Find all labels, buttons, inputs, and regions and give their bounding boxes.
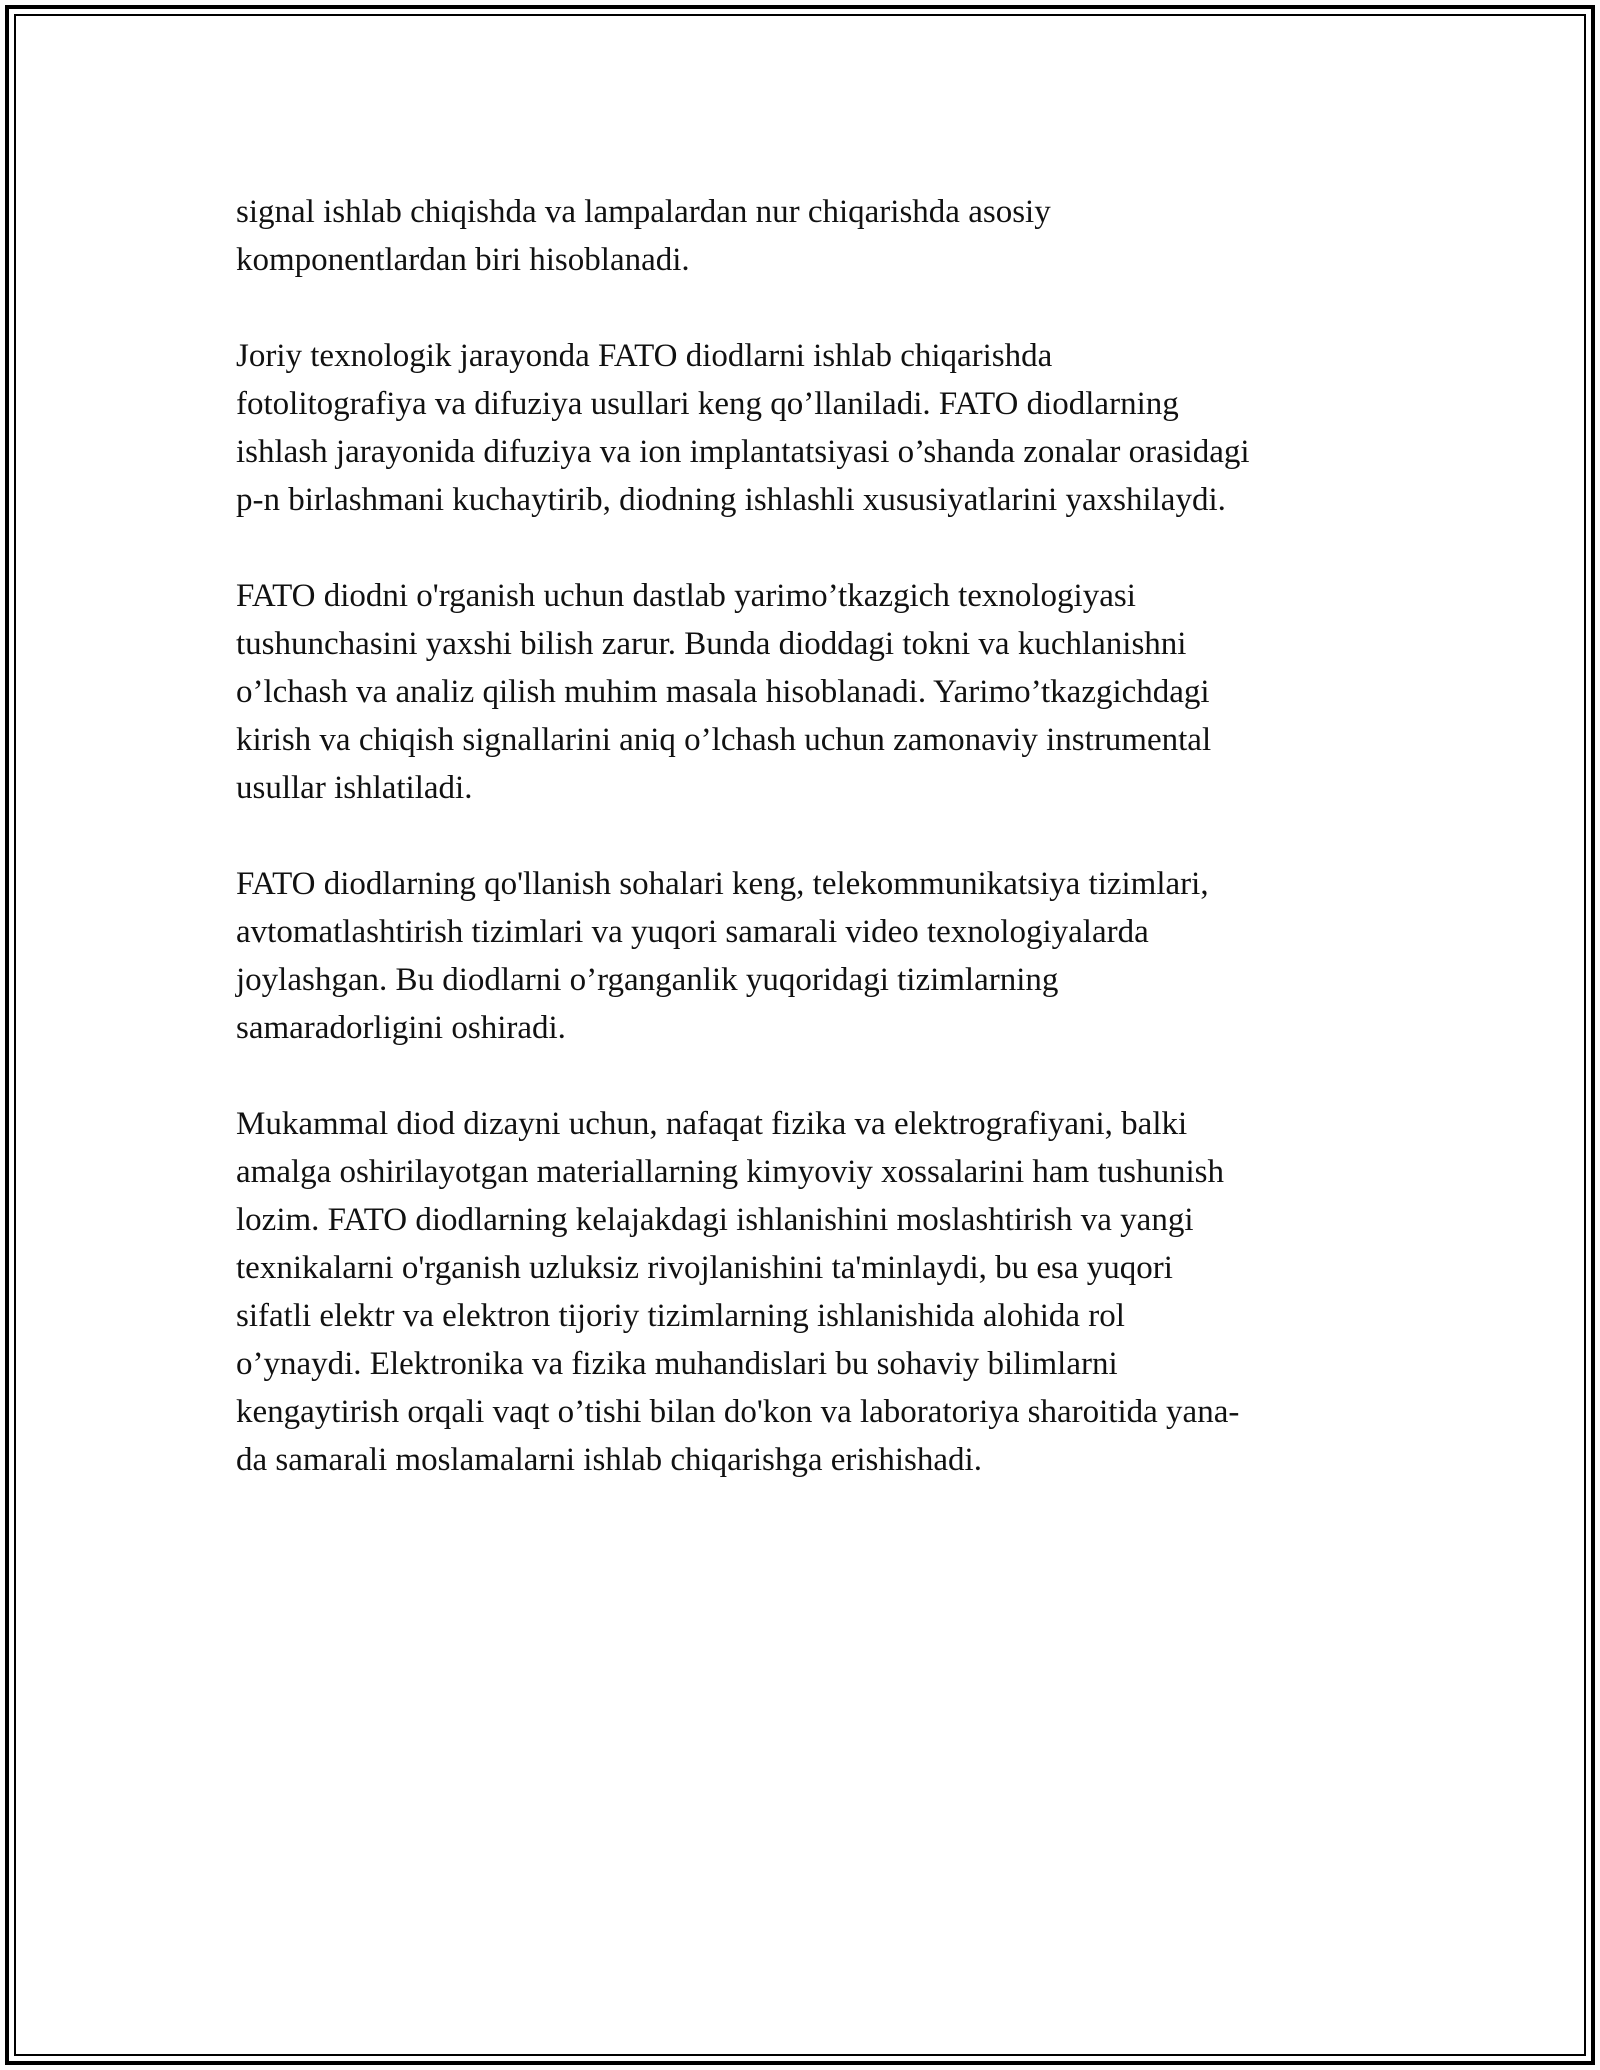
- text-line: p-n birlashmani kuchaytirib, diodning ishlashli xususiyatlarini yaxshilaydi.: [236, 482, 1226, 518]
- document-body: [236, 188, 1376, 1532]
- text-line: FATO diodni o'rganish uchun dastlab yarimo’tkazgich texnologiyasi: [236, 578, 1136, 614]
- text-line: lozim. FATO diodlarning kelajakdagi ishlanishini moslashtirish va yangi: [236, 1202, 1194, 1238]
- text-line: Mukammal diod dizayni uchun, nafaqat fizika va elektrografiyani, balki: [236, 1106, 1188, 1142]
- text-line: Joriy texnologik jarayonda FATO diodlarni ishlab chiqarishda: [236, 338, 1053, 374]
- text-line: joylashgan. Bu diodlarni o’rganganlik yuqoridagi tizimlarning: [236, 962, 1059, 998]
- text-line: samaradorligini oshiradi.: [236, 1010, 566, 1046]
- paragraph-4: [236, 860, 1376, 1052]
- text-line: fotolitografiya va difuziya usullari keng qo’llaniladi. FATO diodlarning: [236, 386, 1179, 422]
- text-line: komponentlardan biri hisoblanadi.: [236, 242, 690, 278]
- paragraph-2: [236, 332, 1376, 524]
- text-line: sifatli elektr va elektron tijoriy tizimlarning ishlanishida alohida rol: [236, 1298, 1125, 1334]
- text-line: avtomatlashtirish tizimlari va yuqori samarali video texnologiyalarda: [236, 914, 1149, 950]
- paragraph-5: [236, 1100, 1376, 1484]
- text-line: signal ishlab chiqishda va lampalardan nur chiqarishda asosiy: [236, 194, 1051, 230]
- text-line: amalga oshirilayotgan materiallarning kimyoviy xossalarini ham tushunish: [236, 1154, 1224, 1190]
- paragraph-3: [236, 572, 1376, 812]
- text-line: tushunchasini yaxshi bilish zarur. Bunda dioddagi tokni va kuchlanishni: [236, 626, 1187, 662]
- text-line: kirish va chiqish signallarini aniq o’lchash uchun zamonaviy instrumental: [236, 722, 1212, 758]
- text-line: usullar ishlatiladi.: [236, 770, 473, 806]
- paragraph-1: [236, 188, 1376, 284]
- text-line: o’lchash va analiz qilish muhim masala hisoblanadi. Yarimo’tkazgichdagi: [236, 674, 1210, 710]
- text-line: texnikalarni o'rganish uzluksiz rivojlanishini ta'minlaydi, bu esa yuqori: [236, 1250, 1173, 1286]
- text-line: da samarali moslamalarni ishlab chiqarishga erishishadi.: [236, 1442, 982, 1478]
- text-line: ishlash jarayonida difuziya va ion implantatsiyasi o’shanda zonalar orasidagi: [236, 434, 1250, 470]
- text-line: kengaytirish orqali vaqt o’tishi bilan do'kon va laboratoriya sharoitida yana-: [236, 1394, 1240, 1430]
- text-line: o’ynaydi. Elektronika va fizika muhandislari bu sohaviy bilimlarni: [236, 1346, 1118, 1382]
- text-line: FATO diodlarning qo'llanish sohalari keng, telekommunikatsiya tizimlari,: [236, 866, 1209, 902]
